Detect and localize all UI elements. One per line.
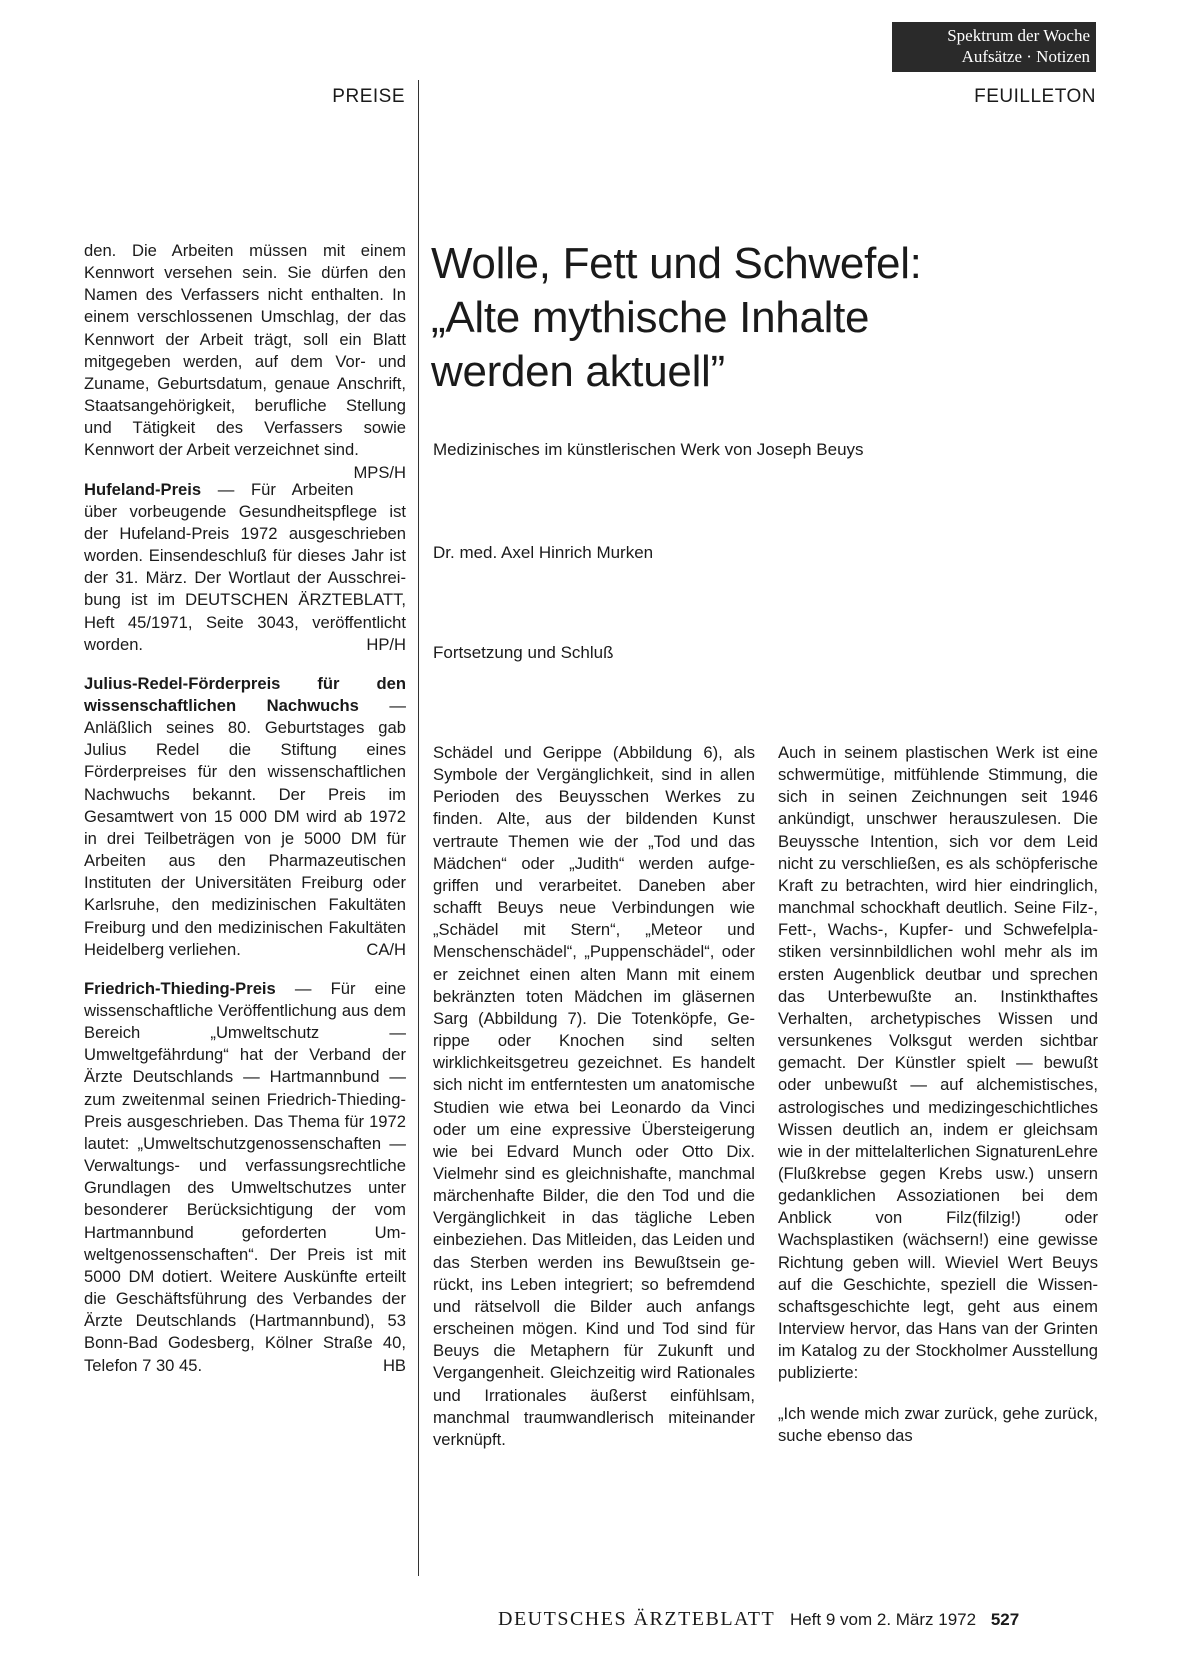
paragraph-text: — Für Arbeiten über vorbeugende Gesundheitspflege ist der Hufeland-Preis 1972 ausgeschrieben worden. Einsendeschluß für dieses Jahr ist der 31. März. Der Wortlaut der Ausschreibung ist im DEUTSCHEN ÄRZTEBLATT, Heft 45/1971, Seite 3043, veröffentlicht worden. — [84, 479, 406, 654]
paragraph-text: den. Die Arbeiten müssen mit einem Kennwort versehen sein. Sie dürfen den Namen des Verfassers nicht enthalten. In einem verschlossenen Umschlag, der das Kennwort der Arbeit trägt, soll ein Blatt mitgegeben werden, auf dem Vor- und Zuname, Geburtsdatum, genaue Anschrift, Staatsangehörigkeit, berufliche Stellung und Tätigkeit des Verfassers sowie Kennwort der Arbeit verzeichnet sind. — [84, 241, 406, 460]
prize-title: Friedrich-Thieding-Preis — [84, 978, 276, 998]
paragraph-text: — Anläßlich seines 80. Geburtstages gab Julius Redel die Stiftung eines Förderpreises für den wissenschaftlichen Nachwuchs bekannt. Der Preis im Gesamtwert von 15 000 DM wird ab 1972 in drei Teilbeträgen von je 5000 DM für Arbeiten aus den Pharmazeutischen Instituten der Universitäten Freiburg oder Karlsruhe, den medizinischen Fakultäten Freiburg und den medizinischen Fakultäten Heidelberg verliehen. — [84, 695, 406, 959]
column-divider — [418, 80, 419, 1576]
prize-title: Hufeland-Preis — [84, 479, 202, 499]
article-paragraph: Schädel und Gerippe (Abbildung 6), als Symbole der Vergänglichkeit, sind in allen Perioden des Beuysschen Werkes zu finden. Alte, aus der bildenden Kunst vertraute Themen wie der „Tod und das Mädchen“ oder „Judith“ werden aufgegriffen und verarbeitet. Daneben aber schafft Beuys neue Verbindungen wie „Schädel mit Stern“, „Meteor und Menschenschädel“, „Puppenschädel“, oder er zeichnet einen alten Mann mit einem bekränzten toten Mädchen im gläsernen Sarg (Abbildung 7). Die Totenköpfe, Gerippe oder Knochen sind selten wirklichkeitsgetreu gezeichnet. Es handelt sich nicht im entferntesten um anatomische Studien wie etwa bei Leonardo da Vinci oder um eine expressive Übersteigerung wie bei Edvard Munch oder Otto Dix. Vielmehr sind es gleichnishafte, manchmal märchenhafte Bilder, die den Tod und die Vergänglichkeit in das tägliche Leben einbeziehen. Das Mitleiden, das Leiden und das Sterben werden ins Bewußtsein gerückt, ins Leben integriert; so befremdend und rätselvoll die Bilder auch anfangs erscheinen mögen. Kind und Tod sind für Beuys die Metaphern für Zukunft und Vergangenheit. Gleichzeitig wird Rationales und Irrationales äußerst einfühlsam, manchmal traumwandlerisch miteinander verknüpft. — [433, 743, 755, 1449]
prize-paragraph-redel — [84, 673, 406, 961]
badge-line-1: Spektrum der Woche — [947, 26, 1090, 45]
article-paragraph: Auch in seinem plastischen Werk ist eine schwermütige, mitfühlende Stimmung, die sich in seinen Zeichnungen seit 1946 ankündigt, unschwer herauszulesen. Die Beuyssche Intention, sich vor dem Leid nicht zu verschließen, es als schöpferische Kraft zu betrachten, wird hier eindringlich, manchmal schockhaft deutlich. Seine Filz-, Fett-, Wachs-, Kupfer- und Schwefelplastiken versinnbildlichen wohl mehr als im ersten Augenblick deutbar und sprechen das Unterbewußte an. Instinkthaftes Verhalten, archetypisches Wissen und versunkenes Volksgut werden sichtbar gemacht. Der Künstler spielt — bewußt oder unbewußt — auf alchemistisches, astrologisches und medizingeschichtliches Wissen deutlich an, indem er gleichsam wie in der mittelalterlichen SignaturenLehre (Flußkrebse gegen Krebs usw.) unsern gedanklichen Assoziationen bei dem Anblick von Filz(filzig!) oder Wachsplastiken (wächsern!) eine gewisse Richtung geben will. Wieviel Wert Beuys auf die Geschichte, speziell die Wissenschaftsgeschichte legt, geht aus einem Interview hervor, das Hans van der Grinten im Katalog zu der Stockholmer Ausstellung publizierte: — [778, 743, 1098, 1383]
section-badge — [892, 22, 1096, 72]
title-line-2: „Alte mythische Inhalte — [431, 293, 870, 342]
prize-title: Julius-Redel-Förderpreis für den wissenschaftlichen Nachwuchs — [84, 673, 406, 715]
page-number: 527 — [990, 1610, 1020, 1629]
prize-paragraph-hufeland — [84, 479, 406, 656]
article-author: Dr. med. Axel Hinrich Murken — [433, 543, 654, 562]
continuation-note: Fortsetzung und Schluß — [433, 643, 614, 662]
badge-line-2: Aufsätze · Notizen — [961, 47, 1090, 66]
article-column-right — [778, 742, 1098, 1447]
prize-paragraph-thieding — [84, 978, 406, 1377]
paragraph-text: — Für eine wissenschaftliche Veröffentlichung aus dem Bereich „Umweltschutz — Umweltgefährdung“ hat der Verband der Ärzte Deutschlands — Hartmannbund — zum zweitenmal seinen Friedrich-Thieding-Preis ausgeschrieben. Das Thema für 1972 lautet: „Umweltschutzgenossenschaften — Verwaltungs- und verfassungsrechtliche Grundlagen des Umweltschutzes unter besonderer Berücksichtigung der vom Hartmannbund geforderten Umweltgenossenschaften“. Der Preis ist mit 5000 DM dotiert. Weitere Auskünfte erteilt die Geschäftsführung des Verbandes der Ärzte Deutschlands (Hartmannbund), 53 Bonn-Bad Godesberg, Kölner Straße 40, Telefon 7 30 45. — [84, 978, 406, 1375]
paragraph-signature: MPS/H — [353, 462, 406, 482]
paragraph-signature: HP/H — [366, 634, 406, 654]
paragraph-signature: HB — [382, 1355, 406, 1375]
paragraph-signature: CA/H — [366, 939, 406, 959]
issue-info: Heft 9 vom 2. März 1972 — [789, 1610, 977, 1629]
prize-paragraph-1 — [84, 240, 406, 482]
title-line-1: Wolle, Fett und Schwefel: — [431, 239, 922, 288]
section-label-left: PREISE — [332, 86, 405, 107]
article-column-middle — [433, 742, 755, 1451]
title-line-3: werden aktuell” — [431, 347, 725, 396]
page-footer — [498, 1608, 1019, 1631]
journal-name: DEUTSCHES ÄRZTEBLATT — [498, 1608, 776, 1630]
article-title — [431, 237, 1091, 399]
article-paragraph: „Ich wende mich zwar zurück, gehe zurück, suche ebenso das — [778, 1403, 1098, 1445]
left-column — [84, 240, 406, 1377]
article-subtitle: Medizinisches im künstlerischen Werk von Joseph Beuys — [433, 440, 864, 459]
section-label-right: FEUILLETON — [974, 86, 1096, 107]
